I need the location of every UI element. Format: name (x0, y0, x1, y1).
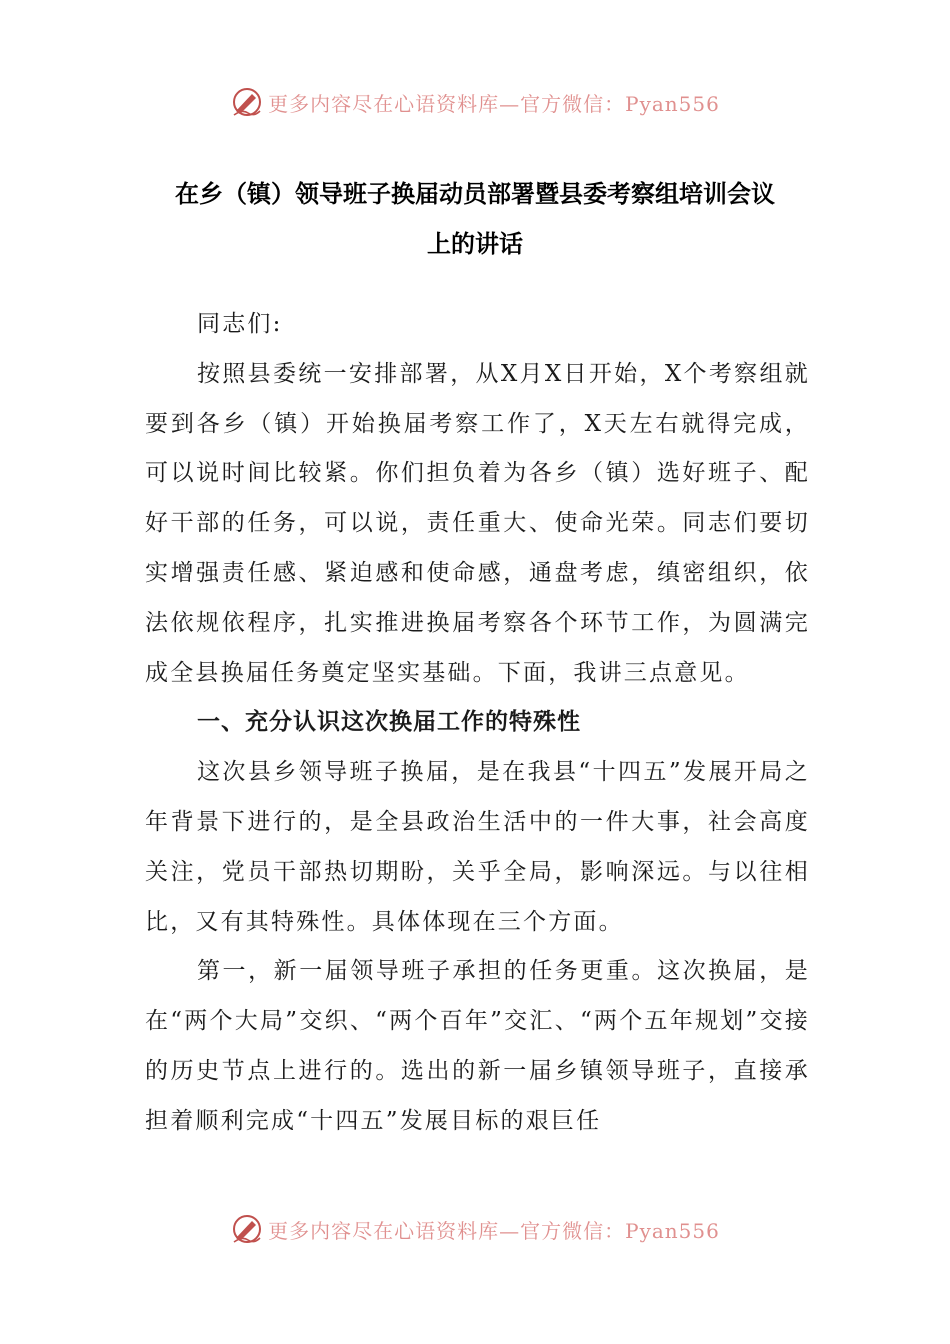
document-body (145, 300, 810, 1147)
header-watermark (0, 82, 950, 122)
section-heading-1: 一、充分认识这次换届工作的特殊性 (197, 709, 581, 736)
document-title-line-1: 在乡（镇）领导班子换届动员部署暨县委考察组培训会议 (175, 180, 775, 208)
watermark-text: 更多内容尽在心语资料库—官方微信：Pyan556 (268, 1218, 720, 1243)
paragraph-first-point: 第一，新一届领导班子承担的任务更重。这次换届，是在“两个大局”交织、“两个百年”交汇、“两个五年规划”交接的历史节点上进行的。选出的新一届乡镇领导班子，直接承担着顺利完成“十四五”发展目标的艰巨任 (145, 958, 810, 1134)
paragraph-intro: 按照县委统一安排部署，从X月X日开始，X个考察组就要到各乡（镇）开始换届考察工作了，X天左右就得完成，可以说时间比较紧。你们担负着为各乡（镇）选好班子、配好干部的任务，可以说，责任重大、使命光荣。同志们要切实增强责任感、紧迫感和使命感，通盘考虑，缜密组织，依法依规依程序，扎实推进换届考察各个环节工作，为圆满完成全县换届任务奠定坚实基础。下面，我讲三点意见。 (145, 360, 810, 686)
watermark-text: 更多内容尽在心语资料库—官方微信：Pyan556 (268, 91, 720, 116)
document-title-line-2: 上的讲话 (427, 230, 523, 258)
salutation: 同志们: (197, 311, 283, 337)
footer-watermark (0, 1209, 950, 1249)
paragraph-context: 这次县乡领导班子换届，是在我县“十四五”发展开局之年背景下进行的，是全县政治生活中的一件大事，社会高度关注，党员干部热切期盼，关乎全局，影响深远。与以往相比，又有其特殊性。具体体现在三个方面。 (145, 759, 810, 935)
pen-signature-logo-icon (230, 85, 264, 119)
pen-signature-logo-icon (230, 1212, 264, 1246)
